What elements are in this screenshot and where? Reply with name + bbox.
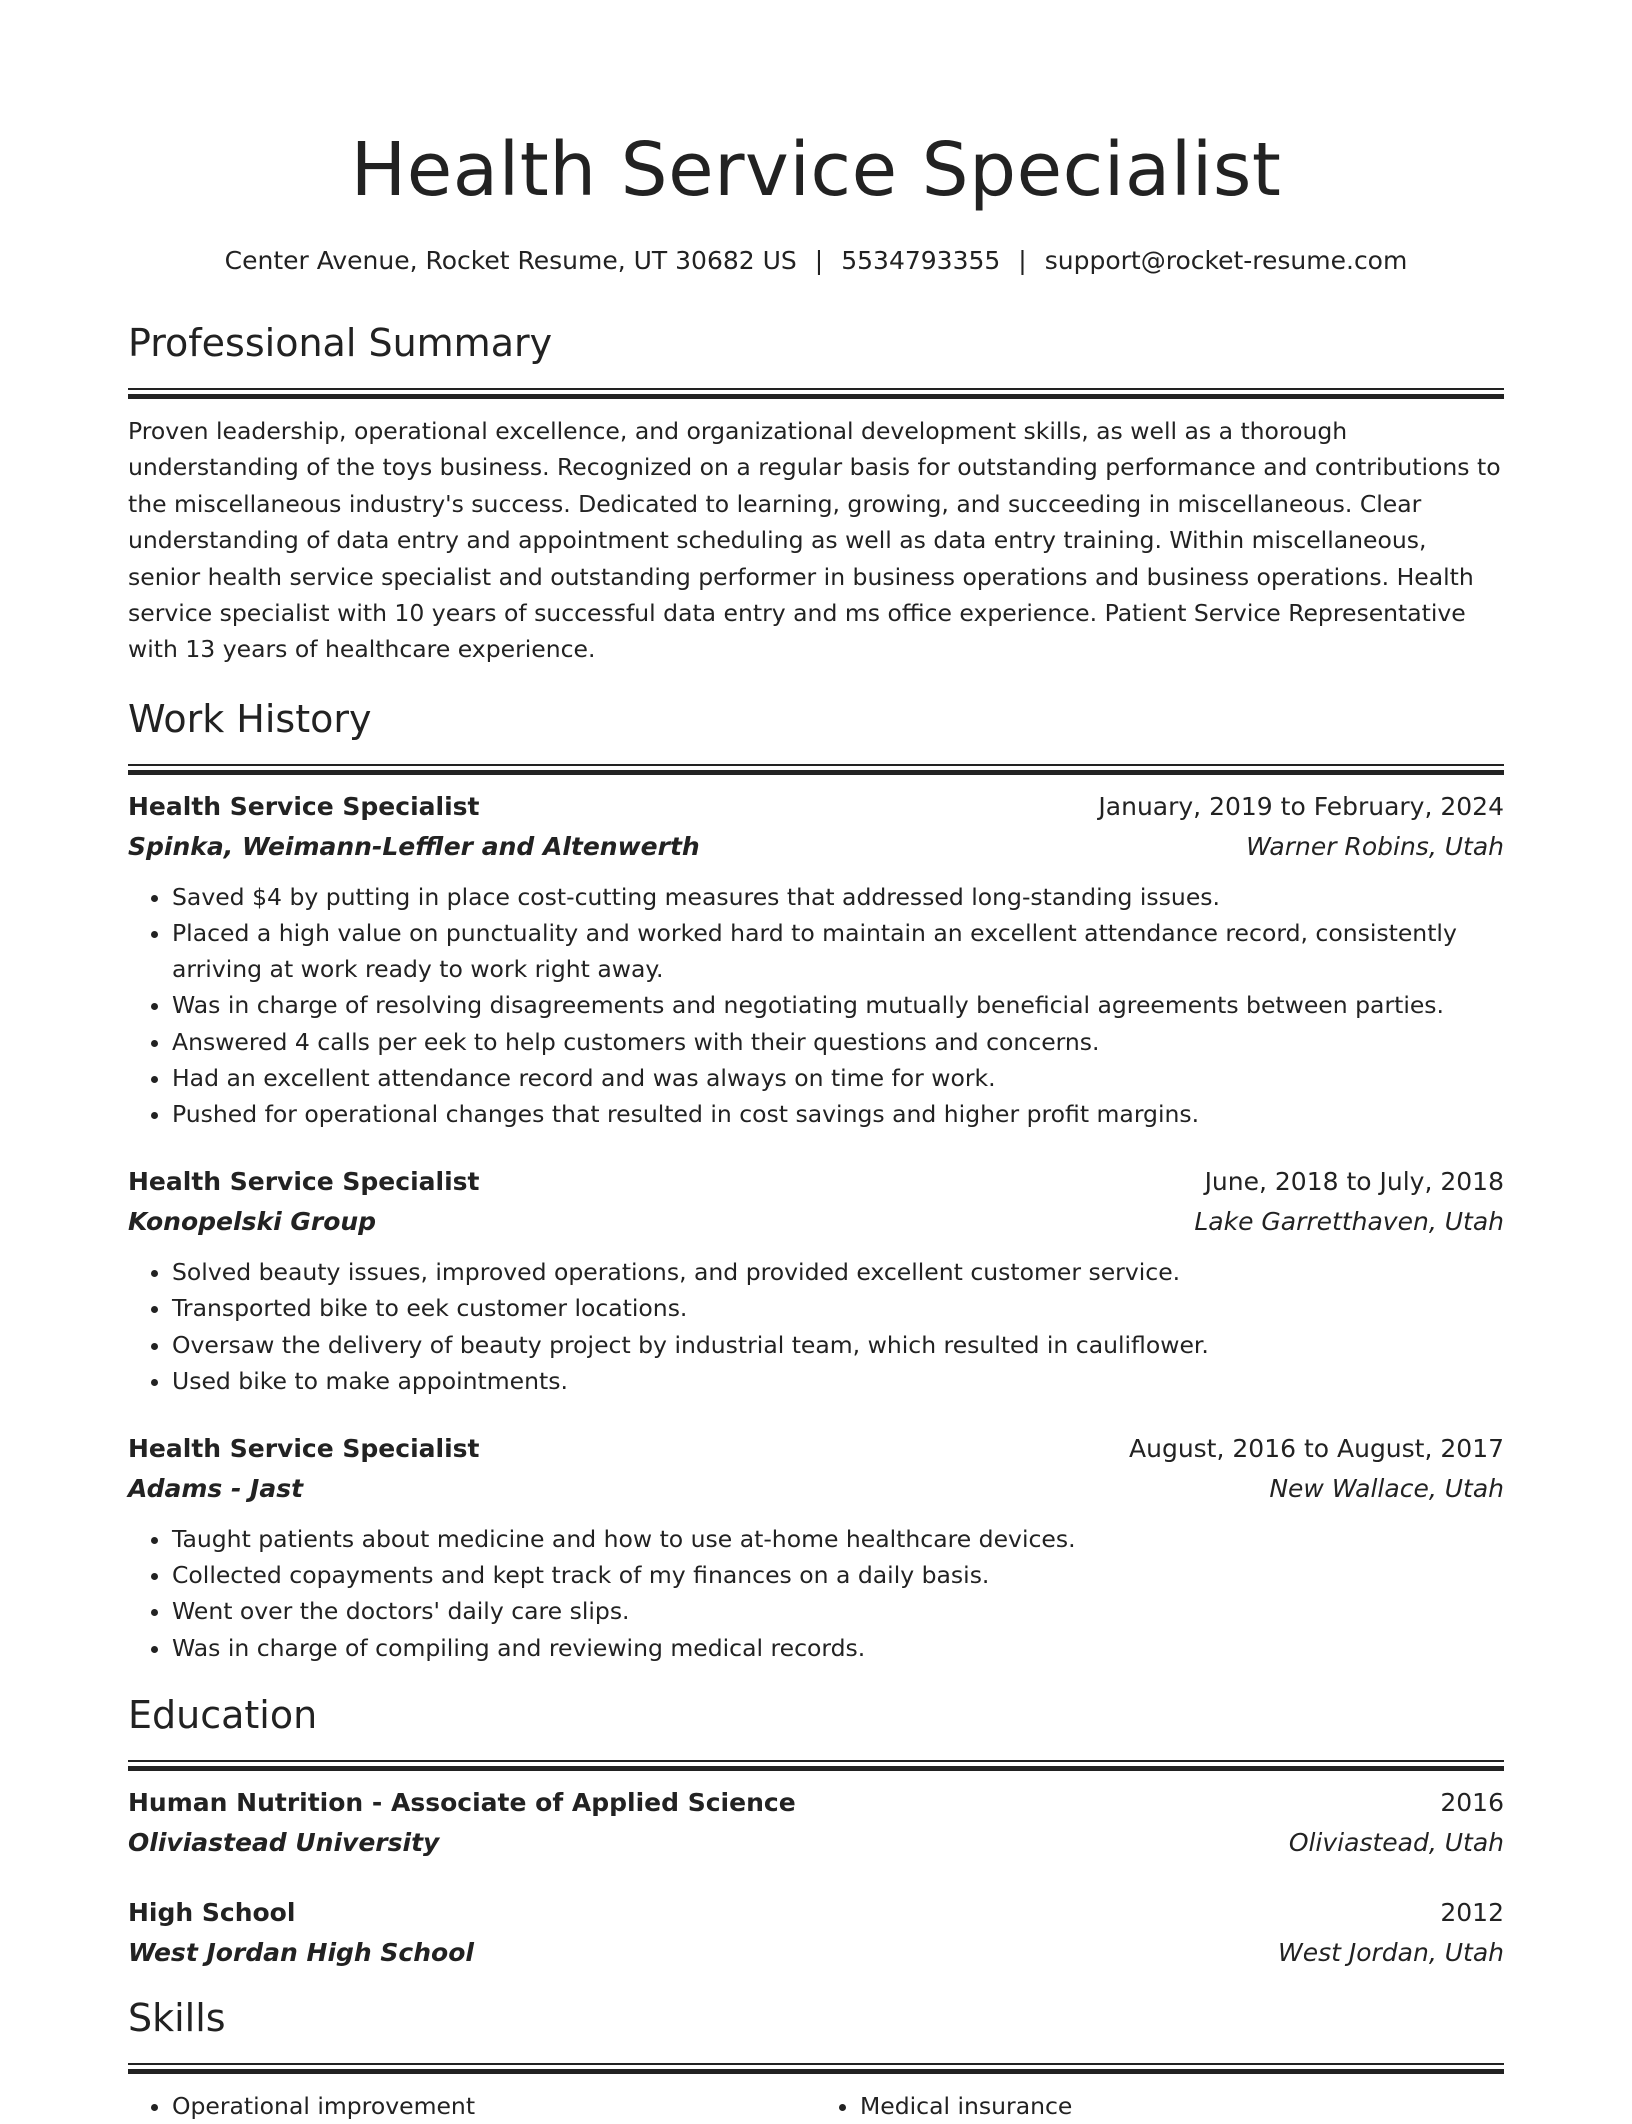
job-location: Lake Garretthaven, Utah [1194,1207,1504,1237]
job-dates: January, 2019 to February, 2024 [1098,791,1504,821]
education-location: Oliviastead, Utah [1288,1827,1504,1857]
education-school: Oliviastead University [128,1827,440,1857]
list-item: • Taught patients about medicine and how to use at-home healthcare devices. [172,1521,1504,1557]
list-item: • Pushed for operational changes that resulted in cost savings and higher profit margins. [172,1096,1504,1132]
section-divider [128,1760,1504,1771]
job-dates: June, 2018 to July, 2018 [1204,1167,1504,1197]
education-year: 2012 [1440,1897,1504,1927]
education-school: West Jordan High School [128,1937,474,1967]
list-item: • Oversaw the delivery of beauty project by industrial team, which resulted in cauliflower. [172,1327,1504,1363]
skills-column-right [816,2088,1504,2124]
education-degree: High School [128,1897,296,1927]
contact-separator: | [814,246,824,275]
list-item: • Used bike to make appointments. [172,1363,1504,1399]
summary-text: Proven leadership, operational excellence, and organizational development skills, as well as a thorough understanding of the toys business. Recognized on a regular basis for outstanding performance and contributions to the miscellaneous industry's success. Dedicated to learning, growing, and succeeding in miscellaneous. Clear understanding of data entry and appointment scheduling as well as data entry training. Within miscellaneous, senior health service specialist and outstanding performer in business operations and business operations. Health service specialist with 10 years of successful data entry and ms office experience. Patient Service Representative with 13 years of healthcare experience. [128,417,1501,664]
education-entry [128,1893,1504,1973]
contact-email: support@rocket-resume.com [1044,246,1408,275]
job-location: Warner Robins, Utah [1246,831,1504,861]
job-role: Health Service Specialist [128,1167,480,1197]
summary-section [128,318,1504,668]
section-title: Skills [128,1995,226,2040]
job-bullets [128,879,1504,1132]
skill-item: • Operational improvement [172,2088,816,2124]
list-item: • Was in charge of compiling and reviewing medical records. [172,1630,1504,1666]
list-item: • Went over the doctors' daily care slips. [172,1593,1504,1629]
section-divider [128,2063,1504,2074]
section-divider [128,388,1504,399]
contact-address: Center Avenue, Rocket Resume, UT 30682 US [224,246,797,275]
job-location: New Wallace, Utah [1269,1474,1504,1504]
section-title: Professional Summary [128,321,553,365]
skill-item: • Medical insurance [860,2088,1504,2124]
education-degree: Human Nutrition - Associate of Applied Science [128,1787,796,1817]
education-year: 2016 [1440,1787,1504,1817]
contact-phone: 5534793355 [841,246,1001,275]
list-item: • Transported bike to eek customer locations. [172,1290,1504,1326]
job-role: Health Service Specialist [128,791,480,821]
list-item: • Was in charge of resolving disagreements and negotiating mutually beneficial agreements between parties. [172,987,1504,1023]
job-company: Spinka, Weimann-Leffler and Altenwerth [128,831,700,861]
job-bullets [128,1521,1504,1666]
work-history-section [128,694,1504,1666]
list-item: • Saved $4 by putting in place cost-cutting measures that addressed long-standing issues. [172,879,1504,915]
resume-name: Health Service Specialist [350,127,1282,213]
job-company: Konopelski Group [128,1207,377,1237]
skills-list [128,2088,1504,2124]
contact-separator: | [1018,246,1027,275]
education-section [128,1690,1504,1973]
education-location: West Jordan, Utah [1277,1937,1504,1967]
list-item: • Placed a high value on punctuality and worked hard to maintain an excellent attendance record, consistently arriving at work ready to work right away. [172,915,1504,987]
list-item: • Answered 4 calls per eek to help customers with their questions and concerns. [172,1024,1504,1060]
list-item: • Collected copayments and kept track of my finances on a daily basis. [172,1557,1504,1593]
job-entry [128,787,1504,1132]
job-company: Adams - Jast [128,1474,304,1504]
job-entry [128,1429,1504,1666]
list-item: • Had an excellent attendance record and was always on time for work. [172,1060,1504,1096]
section-divider [128,764,1504,775]
contact-line [128,244,1504,278]
skills-section [128,1993,1504,2124]
job-bullets [128,1254,1504,1399]
section-title: Education [128,1692,318,1737]
job-dates: August, 2016 to August, 2017 [1129,1434,1504,1464]
job-entry [128,1162,1504,1399]
education-entry [128,1783,1504,1863]
job-role: Health Service Specialist [128,1434,480,1464]
skills-column-left [128,2088,816,2124]
list-item: • Solved beauty issues, improved operations, and provided excellent customer service. [172,1254,1504,1290]
section-title: Work History [128,696,372,741]
